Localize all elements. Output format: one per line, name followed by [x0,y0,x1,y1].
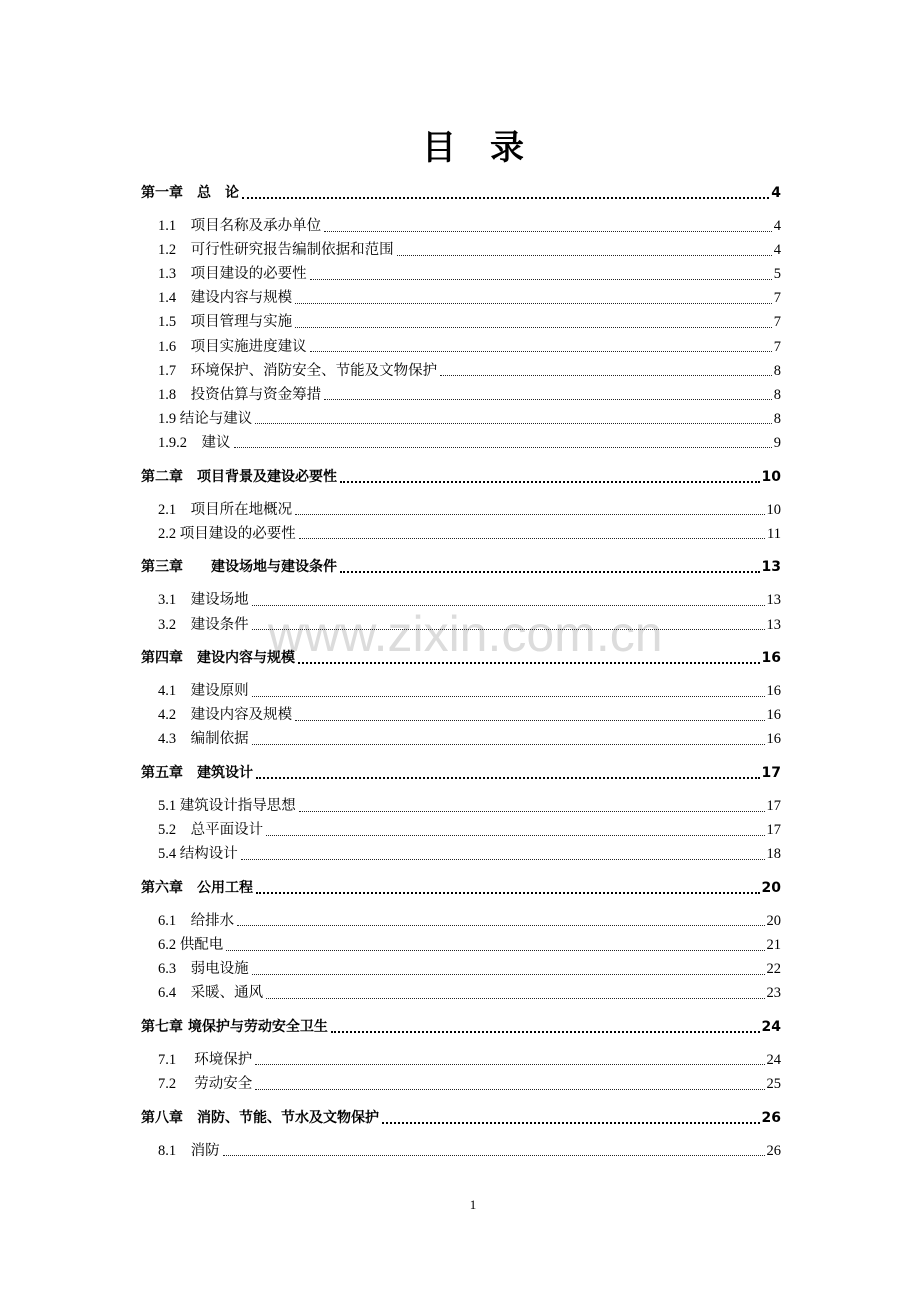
toc-entry-page: 10 [761,468,781,485]
toc-chapter-entry [141,181,781,205]
toc-entry-label: 1.9 结论与建议 [158,410,253,427]
toc-section-entry [141,335,781,359]
toc-section-entry [141,794,781,818]
toc-section-entry [141,498,781,522]
toc-entry-page: 9 [773,434,781,451]
toc-entry-label: 4.3 编制依据 [158,731,249,748]
toc-entry-label: 1.4 建设内容与规模 [158,290,293,307]
toc-dot-leader [295,720,764,721]
toc-entry-page: 17 [766,822,781,839]
toc-section-entry [141,842,781,866]
toc-chapter-entry [141,1015,781,1039]
toc-dot-leader [324,399,772,400]
toc-dot-leader [298,662,760,664]
toc-entry-page: 10 [766,501,781,518]
toc-entry-label: 1.6 项目实施进度建议 [158,338,307,355]
toc-dot-leader [242,197,769,199]
toc-chapter-entry [141,465,781,489]
toc-entry-page: 16 [766,683,781,700]
toc-chapter-entry [141,1106,781,1130]
toc-entry-label: 6.3 弱电设施 [158,961,249,978]
watermark: www.zixin.com.cn [268,606,663,662]
toc-dot-leader [237,925,764,926]
toc-dot-leader [241,859,765,860]
toc-entry-page: 4 [773,242,781,259]
page-title: 目 录 [422,128,524,168]
toc-dot-leader [299,811,765,812]
toc-section-entry [141,522,781,546]
toc-dot-leader [252,605,765,606]
toc-section-entry [141,727,781,751]
toc-section-entry [141,214,781,238]
toc-entry-page: 25 [766,1076,781,1092]
toc-chapter-entry [141,555,781,579]
toc-section-entry [141,431,781,455]
toc-chapter-entry [141,876,781,900]
toc-entry-page: 7 [773,314,781,331]
toc-entry-page: 21 [766,937,781,954]
toc-entry-page: 16 [766,731,781,748]
toc-dot-leader [295,303,772,304]
toc-entry-label: 第三章 建设场地与建设条件 [141,559,337,576]
toc-entry-label: 6.1 给排水 [158,912,235,929]
toc-dot-leader [252,974,765,975]
toc-entry-page: 20 [761,879,781,896]
toc-dot-leader [256,892,760,894]
toc-section-entry [141,933,781,957]
toc-entry-page: 26 [766,1142,781,1159]
toc-entry-label: 3.1 建设场地 [158,592,249,609]
toc-section-entry [141,703,781,727]
toc-section-entry [141,407,781,431]
toc-entry-label: 第六章 公用工程 [141,879,253,896]
toc-entry-page: 18 [766,846,781,863]
toc-entry-label: 1.1 项目名称及承办单位 [158,218,322,235]
toc-section-entry [141,588,781,612]
toc-entry-label: 1.3 项目建设的必要性 [158,266,307,283]
toc-section-entry [141,238,781,262]
toc-dot-leader [255,423,772,424]
toc-section-entry [141,310,781,334]
toc-entry-page: 26 [761,1109,781,1126]
toc-dot-leader [255,1064,764,1065]
toc-entry-page: 8 [773,410,781,427]
toc-entry-page: 8 [773,362,781,379]
toc-dot-leader [397,255,772,256]
toc-entry-page: 24 [761,1018,781,1035]
toc-entry-page: 8 [773,386,781,403]
toc-dot-leader [252,629,765,630]
toc-dot-leader [256,777,760,779]
toc-dot-leader [255,1089,764,1090]
toc-entry-page: 16 [761,650,781,667]
toc-entry-label: 2.2 项目建设的必要性 [158,525,296,542]
toc-dot-leader [252,696,765,697]
toc-dot-leader [340,481,760,483]
toc-section-entry [141,957,781,981]
toc-section-entry [141,1072,781,1096]
toc-entry-page: 13 [766,616,781,633]
toc-dot-leader [295,327,772,328]
toc-entry-label: 第四章 建设内容与规模 [141,650,295,667]
toc-entry-page: 22 [766,961,781,978]
toc-dot-leader [266,835,764,836]
toc-entry-label: 第一章 总 论 [141,185,239,201]
toc-section-entry [141,679,781,703]
toc-entry-page: 23 [766,985,781,1002]
toc-entry-label: 1.5 项目管理与实施 [158,314,293,331]
toc-entry-page: 16 [766,707,781,724]
toc-entry-label: 3.2 建设条件 [158,616,249,633]
toc-entry-page: 4 [773,218,781,235]
toc-entry-page: 5 [773,266,781,283]
toc-dot-leader [223,1155,765,1156]
toc-dot-leader [331,1031,760,1033]
toc-dot-leader [340,571,760,573]
toc-section-entry [141,383,781,407]
toc-entry-label: 7.2 劳动安全 [158,1076,253,1092]
toc-entry-page: 7 [773,290,781,307]
toc-section-entry [141,1139,781,1163]
toc-entry-page: 24 [766,1051,781,1068]
toc-entry-label: 第八章 消防、节能、节水及文物保护 [141,1109,379,1126]
toc-dot-leader [324,231,772,232]
toc-entry-label: 5.4 结构设计 [158,846,238,863]
toc-section-entry [141,359,781,383]
toc-entry-label: 5.1 建筑设计指导思想 [158,798,296,815]
toc-dot-leader [266,998,764,999]
toc-entry-label: 4.2 建设内容及规模 [158,707,293,724]
toc-section-entry [141,262,781,286]
toc-dot-leader [382,1122,760,1124]
toc-entry-label: 第五章 建筑设计 [141,764,253,781]
toc-section-entry [141,1048,781,1072]
toc-entry-page: 17 [766,798,781,815]
toc-dot-leader [299,538,765,539]
toc-entry-page: 4 [771,185,781,201]
toc-section-entry [141,818,781,842]
toc-entry-page: 13 [766,592,781,609]
toc-dot-leader [310,279,772,280]
toc-section-entry [141,981,781,1005]
table-of-contents [141,181,781,1163]
toc-entry-label: 6.2 供配电 [158,937,224,954]
toc-section-entry [141,613,781,637]
toc-entry-page: 17 [761,764,781,781]
toc-entry-page: 7 [773,338,781,355]
toc-dot-leader [226,950,764,951]
page-number: 1 [469,1197,477,1212]
toc-dot-leader [440,375,772,376]
toc-chapter-entry [141,646,781,670]
toc-section-entry [141,286,781,310]
toc-entry-label: 5.2 总平面设计 [158,822,264,839]
toc-entry-label: 6.4 采暖、通风 [158,985,264,1002]
toc-entry-label: 4.1 建设原则 [158,683,249,700]
toc-dot-leader [295,514,764,515]
toc-entry-label: 8.1 消防 [158,1142,220,1159]
toc-dot-leader [310,351,772,352]
toc-entry-label: 2.1 项目所在地概况 [158,501,293,518]
toc-entry-label: 1.9.2 建议 [158,434,231,451]
toc-entry-page: 20 [766,912,781,929]
toc-dot-leader [234,447,772,448]
toc-entry-label: 第二章 项目背景及建设必要性 [141,468,337,485]
toc-entry-page: 13 [761,559,781,576]
toc-section-entry [141,909,781,933]
toc-entry-label: 第七章 境保护与劳动安全卫生 [141,1018,328,1035]
toc-dot-leader [252,744,765,745]
toc-chapter-entry [141,761,781,785]
toc-entry-label: 1.8 投资估算与资金筹措 [158,386,322,403]
toc-entry-label: 1.2 可行性研究报告编制依据和范围 [158,242,394,259]
toc-entry-label: 1.7 环境保护、消防安全、节能及文物保护 [158,362,438,379]
toc-entry-label: 7.1 环境保护 [158,1051,253,1068]
toc-entry-page: 11 [767,525,781,542]
